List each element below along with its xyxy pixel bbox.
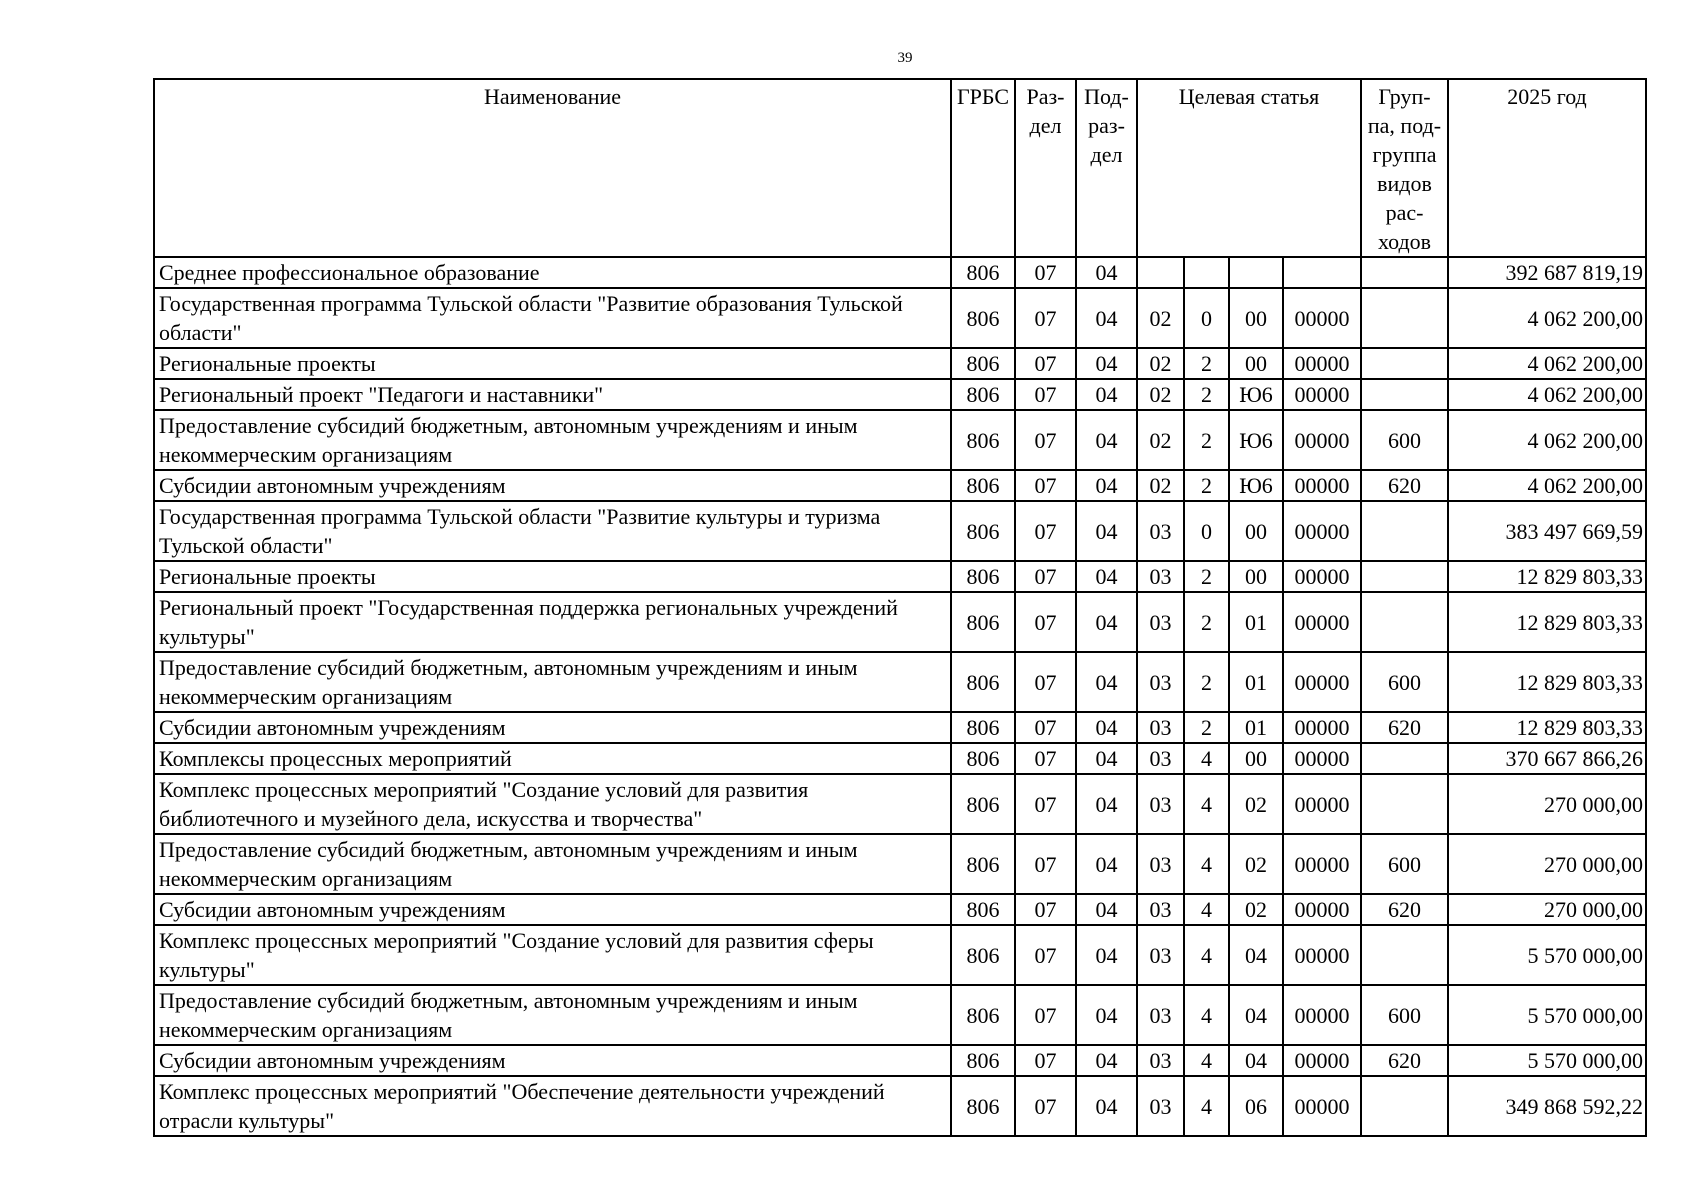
target-direction-cell: 00000 [1283, 834, 1361, 894]
target-program-cell: 03 [1137, 743, 1184, 774]
table-body [154, 257, 1646, 1136]
razdel-cell: 07 [1015, 288, 1076, 348]
razdel-cell: 07 [1015, 652, 1076, 712]
row-name-cell: Субсидии автономным учреждениям [154, 712, 951, 743]
podrazdel-cell: 04 [1076, 288, 1137, 348]
expense-group-cell: 600 [1361, 985, 1448, 1045]
target-project-cell: 00 [1229, 501, 1283, 561]
target-program-cell: 02 [1137, 410, 1184, 470]
row-name-cell: Региональные проекты [154, 348, 951, 379]
expense-group-cell: 600 [1361, 410, 1448, 470]
podrazdel-cell: 04 [1076, 1076, 1137, 1136]
target-project-cell: 00 [1229, 348, 1283, 379]
grbs-cell: 806 [951, 348, 1015, 379]
row-name-cell: Среднее профессиональное образование [154, 257, 951, 288]
target-direction-cell: 00000 [1283, 712, 1361, 743]
target-program-cell: 03 [1137, 774, 1184, 834]
expense-group-cell [1361, 379, 1448, 410]
target-program-cell: 03 [1137, 1045, 1184, 1076]
target-project-cell: 06 [1229, 1076, 1283, 1136]
row-name-cell: Комплексы процессных мероприятий [154, 743, 951, 774]
table-row [154, 652, 1646, 712]
target-type-cell: 2 [1184, 592, 1229, 652]
table-row [154, 894, 1646, 925]
amount-2025-cell: 4 062 200,00 [1448, 410, 1646, 470]
header-row [154, 79, 1646, 257]
row-name-cell: Субсидии автономным учреждениям [154, 1045, 951, 1076]
table-row [154, 410, 1646, 470]
grbs-cell: 806 [951, 834, 1015, 894]
target-program-cell: 02 [1137, 379, 1184, 410]
expense-group-cell [1361, 925, 1448, 985]
target-project-cell: 00 [1229, 561, 1283, 592]
razdel-cell: 07 [1015, 561, 1076, 592]
target-project-cell: 02 [1229, 834, 1283, 894]
table-row [154, 1076, 1646, 1136]
grbs-cell: 806 [951, 925, 1015, 985]
grbs-cell: 806 [951, 743, 1015, 774]
razdel-cell: 07 [1015, 712, 1076, 743]
row-name-cell: Субсидии автономным учреждениям [154, 894, 951, 925]
grbs-cell: 806 [951, 894, 1015, 925]
target-direction-cell: 00000 [1283, 470, 1361, 501]
target-direction-cell: 00000 [1283, 774, 1361, 834]
target-program-cell: 03 [1137, 894, 1184, 925]
row-name-cell: Комплекс процессных мероприятий "Создание условий для развития сферы культуры" [154, 925, 951, 985]
target-program-cell: 03 [1137, 834, 1184, 894]
target-program-cell: 03 [1137, 561, 1184, 592]
target-direction-cell: 00000 [1283, 652, 1361, 712]
budget-table [153, 78, 1647, 1137]
row-name-cell: Государственная программа Тульской области "Развитие образования Тульской области" [154, 288, 951, 348]
target-direction-cell: 00000 [1283, 925, 1361, 985]
target-project-cell: Ю6 [1229, 470, 1283, 501]
header-name: Наименование [154, 79, 951, 257]
razdel-cell: 07 [1015, 894, 1076, 925]
expense-group-cell [1361, 743, 1448, 774]
table-row [154, 834, 1646, 894]
row-name-cell: Региональный проект "Государственная поддержка региональных учреждений культуры" [154, 592, 951, 652]
target-program-cell [1137, 257, 1184, 288]
amount-2025-cell: 383 497 669,59 [1448, 501, 1646, 561]
header-year-2025: 2025 год [1448, 79, 1646, 257]
target-type-cell: 4 [1184, 985, 1229, 1045]
podrazdel-cell: 04 [1076, 774, 1137, 834]
target-type-cell: 2 [1184, 712, 1229, 743]
table-row [154, 592, 1646, 652]
target-direction-cell: 00000 [1283, 288, 1361, 348]
expense-group-cell: 600 [1361, 652, 1448, 712]
target-type-cell: 4 [1184, 1045, 1229, 1076]
amount-2025-cell: 4 062 200,00 [1448, 470, 1646, 501]
expense-group-cell: 620 [1361, 470, 1448, 501]
table-row [154, 379, 1646, 410]
target-direction-cell: 00000 [1283, 561, 1361, 592]
razdel-cell: 07 [1015, 348, 1076, 379]
target-type-cell: 2 [1184, 652, 1229, 712]
expense-group-cell: 600 [1361, 834, 1448, 894]
target-direction-cell: 00000 [1283, 410, 1361, 470]
expense-group-cell: 620 [1361, 712, 1448, 743]
target-type-cell: 2 [1184, 348, 1229, 379]
target-project-cell: 04 [1229, 925, 1283, 985]
razdel-cell: 07 [1015, 985, 1076, 1045]
table-row [154, 712, 1646, 743]
grbs-cell: 806 [951, 288, 1015, 348]
podrazdel-cell: 04 [1076, 925, 1137, 985]
target-program-cell: 02 [1137, 288, 1184, 348]
row-name-cell: Предоставление субсидий бюджетным, автономным учреждениям и иным некоммерческим организациям [154, 652, 951, 712]
target-direction-cell: 00000 [1283, 592, 1361, 652]
razdel-cell: 07 [1015, 774, 1076, 834]
target-project-cell: 01 [1229, 712, 1283, 743]
target-direction-cell: 00000 [1283, 1045, 1361, 1076]
amount-2025-cell: 349 868 592,22 [1448, 1076, 1646, 1136]
target-type-cell: 4 [1184, 894, 1229, 925]
row-name-cell: Региональные проекты [154, 561, 951, 592]
header-podrazdel: Под- раз- дел [1076, 79, 1137, 257]
amount-2025-cell: 4 062 200,00 [1448, 288, 1646, 348]
grbs-cell: 806 [951, 712, 1015, 743]
target-direction-cell: 00000 [1283, 1076, 1361, 1136]
grbs-cell: 806 [951, 1045, 1015, 1076]
podrazdel-cell: 04 [1076, 834, 1137, 894]
amount-2025-cell: 4 062 200,00 [1448, 379, 1646, 410]
razdel-cell: 07 [1015, 743, 1076, 774]
page-number: 39 [897, 50, 913, 66]
razdel-cell: 07 [1015, 925, 1076, 985]
target-program-cell: 02 [1137, 470, 1184, 501]
target-project-cell: 01 [1229, 592, 1283, 652]
grbs-cell: 806 [951, 257, 1015, 288]
target-type-cell: 4 [1184, 1076, 1229, 1136]
amount-2025-cell: 270 000,00 [1448, 834, 1646, 894]
row-name-cell: Комплекс процессных мероприятий "Обеспечение деятельности учреждений отрасли культуры" [154, 1076, 951, 1136]
row-name-cell: Предоставление субсидий бюджетным, автономным учреждениям и иным некоммерческим организациям [154, 985, 951, 1045]
expense-group-cell [1361, 592, 1448, 652]
razdel-cell: 07 [1015, 1076, 1076, 1136]
expense-group-cell [1361, 257, 1448, 288]
header-target-article: Целевая статья [1137, 79, 1361, 257]
target-type-cell: 2 [1184, 379, 1229, 410]
expense-group-cell [1361, 288, 1448, 348]
target-program-cell: 03 [1137, 592, 1184, 652]
grbs-cell: 806 [951, 561, 1015, 592]
target-program-cell: 03 [1137, 1076, 1184, 1136]
table-row [154, 1045, 1646, 1076]
amount-2025-cell: 270 000,00 [1448, 894, 1646, 925]
target-project-cell: 04 [1229, 1045, 1283, 1076]
target-project-cell: Ю6 [1229, 410, 1283, 470]
amount-2025-cell: 12 829 803,33 [1448, 561, 1646, 592]
razdel-cell: 07 [1015, 501, 1076, 561]
grbs-cell: 806 [951, 410, 1015, 470]
target-program-cell: 03 [1137, 712, 1184, 743]
razdel-cell: 07 [1015, 410, 1076, 470]
target-direction-cell: 00000 [1283, 985, 1361, 1045]
target-project-cell: 01 [1229, 652, 1283, 712]
header-expense-group: Груп- па, под- группа видов рас- ходов [1361, 79, 1448, 257]
row-name-cell: Предоставление субсидий бюджетным, автономным учреждениям и иным некоммерческим организациям [154, 410, 951, 470]
target-program-cell: 03 [1137, 925, 1184, 985]
grbs-cell: 806 [951, 652, 1015, 712]
table-row [154, 985, 1646, 1045]
target-type-cell: 4 [1184, 834, 1229, 894]
header-grbs: ГРБС [951, 79, 1015, 257]
target-type-cell [1184, 257, 1229, 288]
target-program-cell: 03 [1137, 501, 1184, 561]
grbs-cell: 806 [951, 592, 1015, 652]
expense-group-cell [1361, 774, 1448, 834]
target-project-cell: 00 [1229, 743, 1283, 774]
table-row [154, 561, 1646, 592]
target-type-cell: 0 [1184, 288, 1229, 348]
podrazdel-cell: 04 [1076, 501, 1137, 561]
expense-group-cell [1361, 1076, 1448, 1136]
target-direction-cell: 00000 [1283, 894, 1361, 925]
row-name-cell: Комплекс процессных мероприятий "Создание условий для развития библиотечного и музейного дела, искусства и творчества" [154, 774, 951, 834]
expense-group-cell [1361, 501, 1448, 561]
table-row [154, 774, 1646, 834]
grbs-cell: 806 [951, 470, 1015, 501]
target-program-cell: 03 [1137, 985, 1184, 1045]
podrazdel-cell: 04 [1076, 379, 1137, 410]
target-project-cell: 02 [1229, 894, 1283, 925]
target-type-cell: 2 [1184, 470, 1229, 501]
expense-group-cell [1361, 348, 1448, 379]
razdel-cell: 07 [1015, 470, 1076, 501]
table-row [154, 288, 1646, 348]
row-name-cell: Субсидии автономным учреждениям [154, 470, 951, 501]
razdel-cell: 07 [1015, 834, 1076, 894]
amount-2025-cell: 392 687 819,19 [1448, 257, 1646, 288]
amount-2025-cell: 5 570 000,00 [1448, 985, 1646, 1045]
row-name-cell: Предоставление субсидий бюджетным, автономным учреждениям и иным некоммерческим организациям [154, 834, 951, 894]
expense-group-cell: 620 [1361, 1045, 1448, 1076]
amount-2025-cell: 5 570 000,00 [1448, 1045, 1646, 1076]
grbs-cell: 806 [951, 501, 1015, 561]
target-type-cell: 4 [1184, 925, 1229, 985]
target-project-cell [1229, 257, 1283, 288]
podrazdel-cell: 04 [1076, 561, 1137, 592]
target-direction-cell: 00000 [1283, 348, 1361, 379]
target-project-cell: 02 [1229, 774, 1283, 834]
podrazdel-cell: 04 [1076, 985, 1137, 1045]
target-project-cell: 04 [1229, 985, 1283, 1045]
table-row [154, 501, 1646, 561]
podrazdel-cell: 04 [1076, 1045, 1137, 1076]
target-direction-cell: 00000 [1283, 743, 1361, 774]
amount-2025-cell: 5 570 000,00 [1448, 925, 1646, 985]
razdel-cell: 07 [1015, 1045, 1076, 1076]
table-row [154, 470, 1646, 501]
grbs-cell: 806 [951, 379, 1015, 410]
target-direction-cell [1283, 257, 1361, 288]
target-type-cell: 4 [1184, 743, 1229, 774]
amount-2025-cell: 12 829 803,33 [1448, 592, 1646, 652]
table-row [154, 257, 1646, 288]
podrazdel-cell: 04 [1076, 712, 1137, 743]
podrazdel-cell: 04 [1076, 257, 1137, 288]
razdel-cell: 07 [1015, 379, 1076, 410]
amount-2025-cell: 12 829 803,33 [1448, 712, 1646, 743]
razdel-cell: 07 [1015, 592, 1076, 652]
amount-2025-cell: 270 000,00 [1448, 774, 1646, 834]
podrazdel-cell: 04 [1076, 410, 1137, 470]
target-direction-cell: 00000 [1283, 501, 1361, 561]
target-program-cell: 02 [1137, 348, 1184, 379]
target-type-cell: 4 [1184, 774, 1229, 834]
podrazdel-cell: 04 [1076, 470, 1137, 501]
target-program-cell: 03 [1137, 652, 1184, 712]
podrazdel-cell: 04 [1076, 743, 1137, 774]
header-razdel: Раз- дел [1015, 79, 1076, 257]
target-type-cell: 0 [1184, 501, 1229, 561]
grbs-cell: 806 [951, 1076, 1015, 1136]
grbs-cell: 806 [951, 774, 1015, 834]
podrazdel-cell: 04 [1076, 652, 1137, 712]
target-project-cell: 00 [1229, 288, 1283, 348]
amount-2025-cell: 370 667 866,26 [1448, 743, 1646, 774]
table-row [154, 348, 1646, 379]
grbs-cell: 806 [951, 985, 1015, 1045]
expense-group-cell [1361, 561, 1448, 592]
row-name-cell: Государственная программа Тульской области "Развитие культуры и туризма Тульской области" [154, 501, 951, 561]
target-project-cell: Ю6 [1229, 379, 1283, 410]
amount-2025-cell: 4 062 200,00 [1448, 348, 1646, 379]
amount-2025-cell: 12 829 803,33 [1448, 652, 1646, 712]
podrazdel-cell: 04 [1076, 592, 1137, 652]
razdel-cell: 07 [1015, 257, 1076, 288]
podrazdel-cell: 04 [1076, 348, 1137, 379]
target-type-cell: 2 [1184, 410, 1229, 470]
expense-group-cell: 620 [1361, 894, 1448, 925]
row-name-cell: Региональный проект "Педагоги и наставники" [154, 379, 951, 410]
target-type-cell: 2 [1184, 561, 1229, 592]
table-row [154, 925, 1646, 985]
target-direction-cell: 00000 [1283, 379, 1361, 410]
table-row [154, 743, 1646, 774]
podrazdel-cell: 04 [1076, 894, 1137, 925]
